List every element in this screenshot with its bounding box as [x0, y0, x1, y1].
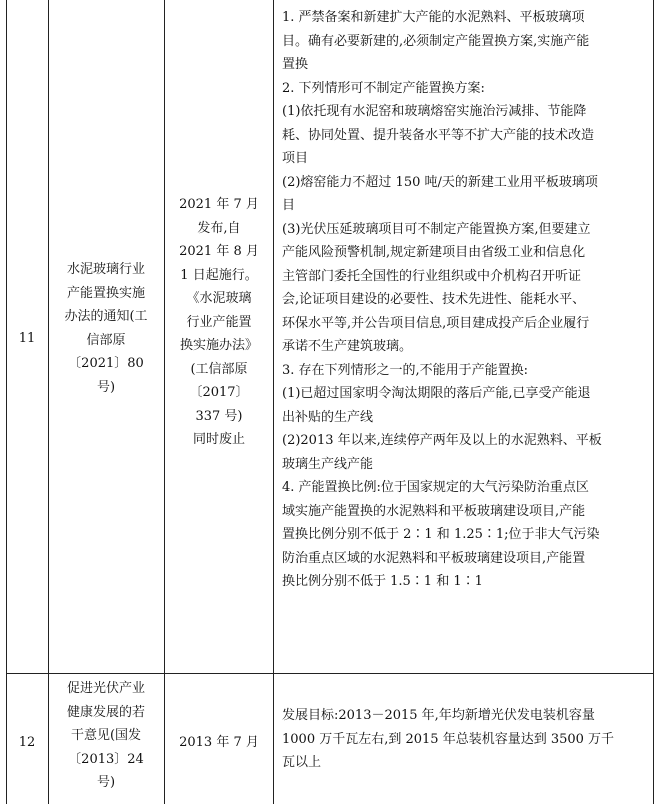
policy-content-cell [282, 6, 646, 594]
content-line: 目 [282, 198, 296, 213]
row-divider [6, 673, 654, 674]
content-line: 玻璃生产线产能 [282, 456, 374, 472]
content-line: 目。确有必要新建的,必须制定产能置换方案,实施产能 [282, 33, 590, 49]
content-line: (3)光伏压延玻璃项目可不制定产能置换方案,但要建立 [282, 221, 591, 237]
content-line: 置换 [282, 57, 309, 72]
column-divider-1 [48, 0, 49, 804]
content-line: 1000 万千瓦左右,到 2015 年总装机容量达到 3500 万千 [282, 731, 615, 747]
date-line: 2021 年 8 月 [179, 244, 259, 259]
date-line: 337 号) [195, 408, 243, 424]
content-line: 1. 严禁备案和新建扩大产能的水泥熟料、平板玻璃项 [282, 10, 585, 25]
title-line: 水泥玻璃行业 [66, 262, 145, 277]
row-number: 12 [18, 735, 36, 750]
issue-date-cell [165, 193, 273, 452]
policy-content-cell [282, 704, 646, 775]
title-line: 办法的通知(工 [64, 309, 148, 324]
issue-date-cell [165, 731, 273, 755]
content-line: 环保水平等,并公告项目信息,项目建成投产后企业履行 [282, 315, 590, 331]
content-line: (1)依托现有水泥窑和玻璃熔窑实施治污减排、节能降 [282, 104, 587, 119]
content-line: 防治重点区域的水泥熟料和平板玻璃建设项目,产能置 [282, 550, 586, 566]
date-line: 2021 年 7 月 [179, 197, 259, 212]
title-line: 〔2021〕80 [68, 356, 144, 371]
title-line: 促进光伏产业 [66, 681, 145, 696]
content-line: 换比例分别不低于 1.5∶1 和 1∶1 [282, 574, 483, 589]
policy-title-cell [50, 258, 162, 399]
title-line: 健康发展的若 [66, 704, 145, 720]
date-line: 同时废止 [192, 432, 245, 447]
date-line: 《水泥玻璃 [186, 291, 252, 306]
content-line: (2)2013 年以来,连续停产两年及以上的水泥熟料、平板 [282, 433, 602, 448]
date-line: 发布,自 [197, 220, 241, 236]
content-line: 主管部门委托全国性的行业组织或中介机构召开听证 [282, 268, 582, 284]
row-number: 11 [18, 331, 36, 346]
date-line: 换实施办法》 [179, 338, 258, 353]
date-line: 〔2017〕 [189, 385, 249, 400]
date-line: 2013 年 7 月 [179, 735, 259, 750]
content-line: 域实施产能置换的水泥熟料和平板玻璃建设项目,产能 [282, 503, 586, 519]
date-line: (工信部原 [190, 361, 248, 377]
title-line: 产能置换实施 [66, 285, 145, 301]
content-line: 2. 下列情形可不制定产能置换方案: [282, 80, 485, 96]
table-border-right [653, 0, 654, 804]
title-line: 干意见(国发 [70, 728, 142, 743]
date-line: 1 日起施行。 [180, 267, 258, 283]
content-line: 4. 产能置换比例:位于国家规定的大气污染防治重点区 [282, 480, 589, 495]
content-line: 耗、协同处置、提升装备水平等不扩大产能的技术改造 [282, 127, 595, 143]
content-line: (1)已超过国家明令淘汰期限的落后产能,已享受产能退 [282, 386, 591, 401]
content-line: 发展目标:2013－2015 年,年均新增光伏发电装机容量 [282, 708, 595, 723]
content-line: 置换比例分别不低于 2∶1 和 1.25∶1;位于非大气污染 [282, 527, 600, 542]
content-line: 3. 存在下列情形之一的,不能用于产能置换: [282, 362, 529, 378]
title-line: 信部原 [86, 332, 126, 348]
column-divider-3 [273, 0, 274, 804]
date-line: 行业产能置 [186, 314, 252, 330]
content-line: 瓦以上 [282, 755, 322, 770]
title-line: 号) [96, 379, 116, 395]
title-line: 〔2013〕24 [68, 751, 144, 767]
content-line: 会,论证项目建设的必要性、技术先进性、能耗水平、 [282, 292, 586, 307]
content-line: 出补贴的生产线 [282, 409, 374, 425]
policy-title-cell [50, 677, 162, 795]
content-line: 产能风险预警机制,规定新建项目由省级工业和信息化 [282, 245, 586, 260]
content-line: (2)熔窑能力不超过 150 吨/天的新建工业用平板玻璃项 [282, 174, 598, 190]
content-line: 项目 [282, 151, 309, 166]
table-border-left [6, 0, 7, 804]
content-line: 承诺不生产建筑玻璃。 [282, 339, 413, 354]
title-line: 号) [96, 775, 116, 790]
